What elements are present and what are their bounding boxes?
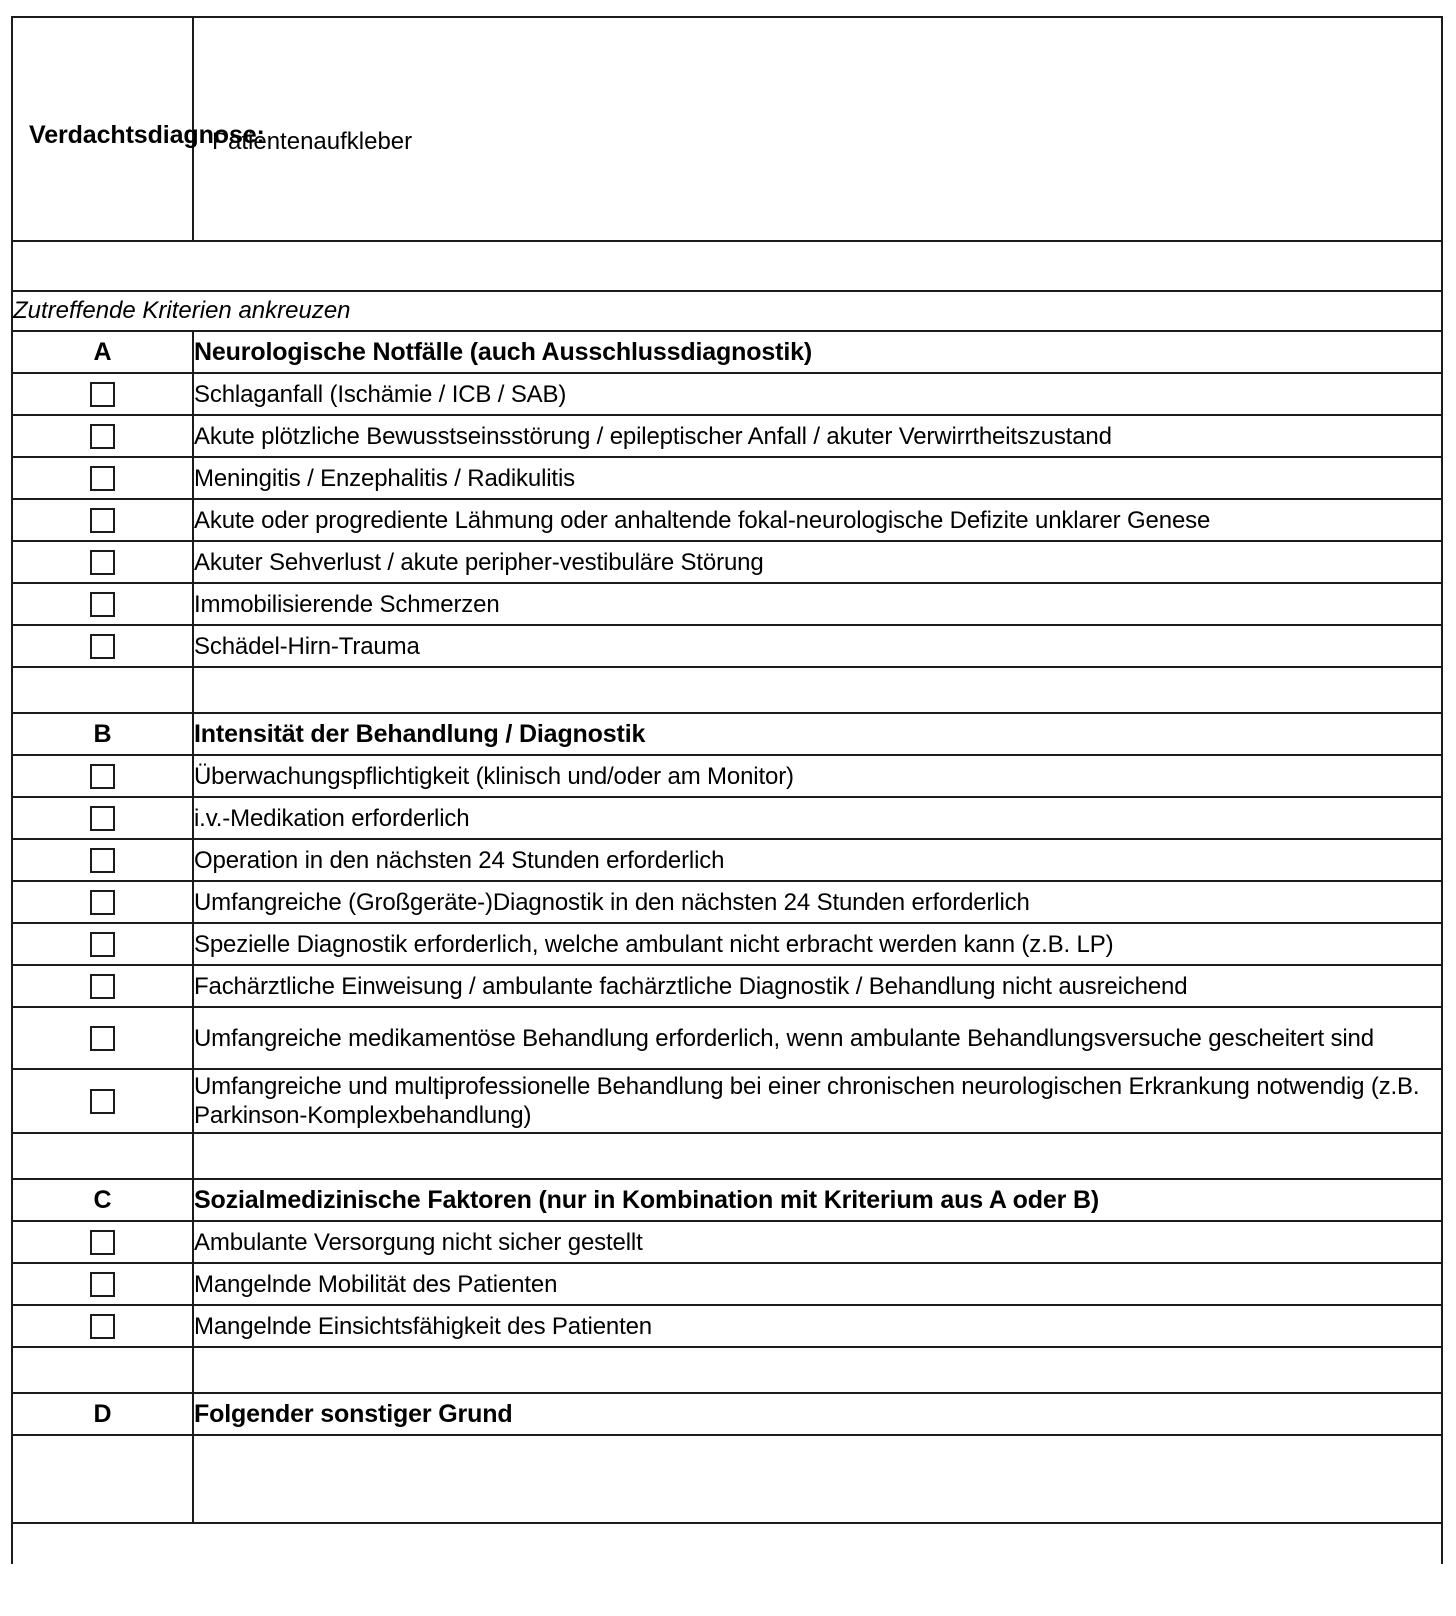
checkbox-cell-b-2[interactable] — [12, 797, 193, 839]
criteria-label: Mangelnde Einsichtsfähigkeit des Patienten — [193, 1305, 1442, 1347]
section-header-b — [12, 713, 1442, 755]
patient-sticker-cell[interactable] — [193, 17, 1442, 241]
suspected-diagnosis-label: Verdachtsdiagnose: — [29, 120, 265, 149]
criteria-label: Mangelnde Mobilität des Patienten — [193, 1263, 1442, 1305]
section-letter-d: D — [12, 1393, 193, 1435]
checkbox-icon[interactable] — [90, 508, 115, 533]
criteria-label: Umfangreiche medikamentöse Behandlung erforderlich, wenn ambulante Behandlungsversuche gescheitert sind — [193, 1007, 1442, 1069]
criteria-row — [12, 583, 1442, 625]
checkbox-icon[interactable] — [90, 592, 115, 617]
checkbox-cell-b-5[interactable] — [12, 923, 193, 965]
criteria-row — [12, 755, 1442, 797]
criteria-row — [12, 1221, 1442, 1263]
checkbox-cell-a-4[interactable] — [12, 499, 193, 541]
checkbox-cell-b-7[interactable] — [12, 1007, 193, 1069]
checkbox-icon[interactable] — [90, 1314, 115, 1339]
checkbox-cell-c-2[interactable] — [12, 1263, 193, 1305]
checkbox-cell-a-5[interactable] — [12, 541, 193, 583]
criteria-label: Überwachungspflichtigkeit (klinisch und/oder am Monitor) — [193, 755, 1442, 797]
criteria-row — [12, 881, 1442, 923]
criteria-label: Akuter Sehverlust / akute peripher-vestibuläre Störung — [193, 541, 1442, 583]
criteria-label: i.v.-Medikation erforderlich — [193, 797, 1442, 839]
checkbox-icon[interactable] — [90, 764, 115, 789]
criteria-row — [12, 1305, 1442, 1347]
criteria-row — [12, 625, 1442, 667]
criteria-label: Immobilisierende Schmerzen — [193, 583, 1442, 625]
section-title-b: Intensität der Behandlung / Diagnostik — [193, 713, 1442, 755]
other-reason-mark-cell[interactable] — [12, 1435, 193, 1523]
page-bottom-partial-cell — [12, 1523, 1442, 1564]
patient-sticker-label: Patientenaufkleber — [212, 128, 413, 155]
criteria-label: Schädel-Hirn-Trauma — [193, 625, 1442, 667]
checkbox-icon[interactable] — [90, 932, 115, 957]
spacer-row-a-b — [12, 667, 1442, 713]
criteria-label: Meningitis / Enzephalitis / Radikulitis — [193, 457, 1442, 499]
checkbox-icon[interactable] — [90, 382, 115, 407]
checkbox-cell-b-4[interactable] — [12, 881, 193, 923]
checkbox-icon[interactable] — [90, 466, 115, 491]
checkbox-cell-b-8[interactable] — [12, 1069, 193, 1133]
spacer-cell — [193, 667, 1442, 713]
criteria-label: Ambulante Versorgung nicht sicher gestellt — [193, 1221, 1442, 1263]
criteria-label: Akute oder progrediente Lähmung oder anhaltende fokal-neurologische Defizite unklarer Genese — [193, 499, 1442, 541]
section-header-c — [12, 1179, 1442, 1221]
criteria-label: Umfangreiche und multiprofessionelle Behandlung bei einer chronischen neurologischen Erkrankung notwendig (z.B. Parkinson-Komplexbehandlung) — [193, 1069, 1442, 1133]
spacer-cell — [12, 1347, 193, 1393]
section-letter-c: C — [12, 1179, 193, 1221]
spacer-cell — [12, 667, 193, 713]
criteria-row — [12, 923, 1442, 965]
criteria-row — [12, 1007, 1442, 1069]
spacer-cell — [12, 1133, 193, 1179]
section-letter-a: A — [12, 331, 193, 373]
spacer-row-b-c — [12, 1133, 1442, 1179]
spacer-cell — [193, 1347, 1442, 1393]
criteria-row — [12, 373, 1442, 415]
criteria-label: Umfangreiche (Großgeräte-)Diagnostik in den nächsten 24 Stunden erforderlich — [193, 881, 1442, 923]
section-header-a — [12, 331, 1442, 373]
suspected-diagnosis-cell[interactable] — [12, 17, 265, 241]
admission-criteria-form — [11, 16, 1443, 1564]
criteria-row — [12, 541, 1442, 583]
criteria-row — [12, 839, 1442, 881]
criteria-row — [12, 457, 1442, 499]
instruction-row — [12, 291, 1442, 331]
checkbox-cell-c-1[interactable] — [12, 1221, 193, 1263]
checkbox-icon[interactable] — [90, 1272, 115, 1297]
other-reason-write-in-row — [12, 1435, 1442, 1523]
criteria-label: Operation in den nächsten 24 Stunden erforderlich — [193, 839, 1442, 881]
page-bottom-partial-row — [12, 1523, 1442, 1564]
section-title-d: Folgender sonstiger Grund — [193, 1393, 1442, 1435]
checkbox-icon[interactable] — [90, 1089, 115, 1114]
criteria-label: Spezielle Diagnostik erforderlich, welche ambulant nicht erbracht werden kann (z.B. LP) — [193, 923, 1442, 965]
checkbox-icon[interactable] — [90, 550, 115, 575]
section-header-d — [12, 1393, 1442, 1435]
instruction-text: Zutreffende Kriterien ankreuzen — [12, 291, 1442, 331]
checkbox-cell-a-6[interactable] — [12, 583, 193, 625]
criteria-row — [12, 415, 1442, 457]
checkbox-icon[interactable] — [90, 848, 115, 873]
checkbox-icon[interactable] — [90, 806, 115, 831]
checkbox-icon[interactable] — [90, 1230, 115, 1255]
criteria-label: Akute plötzliche Bewusstseinsstörung / epileptischer Anfall / akuter Verwirrtheitszustand — [193, 415, 1442, 457]
spacer-row-after-header — [12, 241, 1442, 291]
checkbox-cell-a-1[interactable] — [12, 373, 193, 415]
section-title-a: Neurologische Notfälle (auch Ausschlussdiagnostik) — [193, 331, 1442, 373]
checkbox-cell-b-1[interactable] — [12, 755, 193, 797]
section-title-c: Sozialmedizinische Faktoren (nur in Kombination mit Kriterium aus A oder B) — [193, 1179, 1442, 1221]
checkbox-cell-c-3[interactable] — [12, 1305, 193, 1347]
checkbox-cell-a-7[interactable] — [12, 625, 193, 667]
section-letter-b: B — [12, 713, 193, 755]
spacer-cell — [193, 1133, 1442, 1179]
criteria-row — [12, 499, 1442, 541]
criteria-label: Schlaganfall (Ischämie / ICB / SAB) — [193, 373, 1442, 415]
checkbox-icon[interactable] — [90, 974, 115, 999]
header-row — [12, 17, 1442, 241]
criteria-row — [12, 1069, 1442, 1133]
criteria-label: Fachärztliche Einweisung / ambulante fachärztliche Diagnostik / Behandlung nicht ausreichend — [193, 965, 1442, 1007]
criteria-row — [12, 965, 1442, 1007]
checkbox-cell-a-2[interactable] — [12, 415, 193, 457]
checkbox-icon[interactable] — [90, 634, 115, 659]
checkbox-icon[interactable] — [90, 424, 115, 449]
checkbox-icon[interactable] — [90, 1026, 115, 1051]
spacer-cell — [12, 241, 1442, 291]
other-reason-input-cell[interactable] — [193, 1435, 1442, 1523]
checkbox-cell-b-3[interactable] — [12, 839, 193, 881]
criteria-row — [12, 797, 1442, 839]
spacer-row-c-d — [12, 1347, 1442, 1393]
checkbox-icon[interactable] — [90, 890, 115, 915]
criteria-row — [12, 1263, 1442, 1305]
checkbox-cell-b-6[interactable] — [12, 965, 193, 1007]
checkbox-cell-a-3[interactable] — [12, 457, 193, 499]
